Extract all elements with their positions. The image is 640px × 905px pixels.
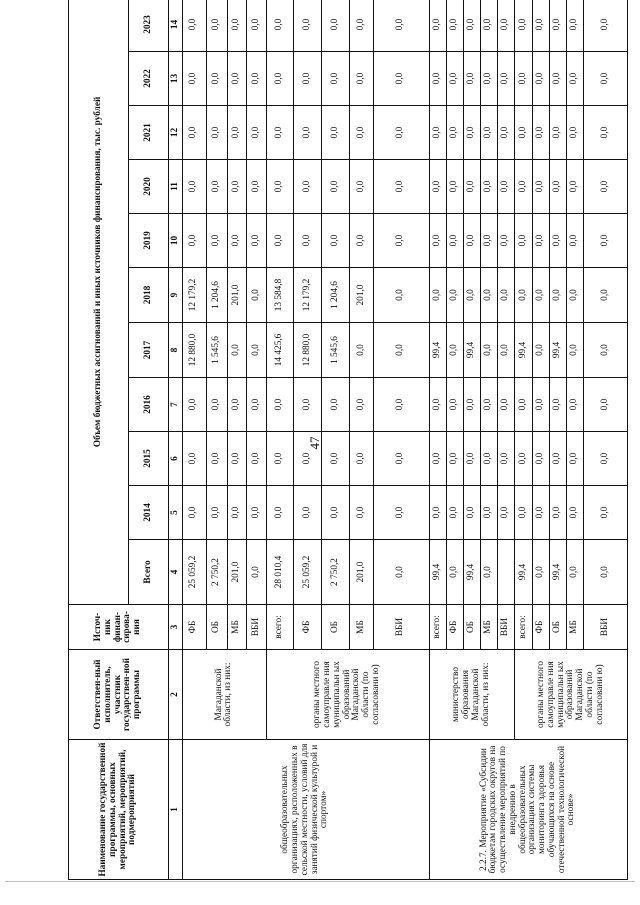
year-value: 0,0: [566, 160, 583, 214]
year-value: 0,0: [463, 52, 480, 106]
year-value: 0,0: [446, 268, 463, 323]
year-value: 0,0: [583, 214, 627, 268]
year-value: 12 880,0: [183, 323, 207, 378]
year-value: 0,0: [373, 378, 429, 432]
total-value: 201,0: [350, 540, 374, 605]
total-value: 201,0: [228, 540, 247, 605]
column-number: 12: [169, 106, 183, 160]
column-number: 6: [169, 432, 183, 486]
table-row: [183, 0, 207, 880]
year-value: 0,0: [350, 486, 374, 540]
year-value: 201,0: [228, 268, 247, 323]
year-value: 1 545,6: [322, 323, 350, 378]
funding-source: МБ: [350, 605, 374, 650]
year-value: 0,0: [498, 323, 515, 378]
year-value: 0,0: [322, 486, 350, 540]
funding-source: всего:: [515, 605, 532, 650]
year-value: 0,0: [515, 160, 532, 214]
year-value: 0,0: [206, 432, 227, 486]
year-value: 0,0: [481, 378, 498, 432]
year-value: 0,0: [583, 432, 627, 486]
year-value: 0,0: [446, 160, 463, 214]
funding-source: ФБ: [446, 605, 463, 650]
year-value: 0,0: [583, 268, 627, 323]
year-value: 0,0: [247, 106, 266, 160]
responsible-executor: органы местного самоуправле ния муниципальн ых образований Магаданской области (по согласовани ю): [515, 650, 628, 740]
year-value: 0,0: [532, 106, 549, 160]
year-value: 0,0: [183, 214, 207, 268]
year-value: 0,0: [228, 486, 247, 540]
year-value: 201,0: [350, 268, 374, 323]
year-value: 0,0: [515, 52, 532, 106]
year-value: 0,0: [350, 106, 374, 160]
total-value: [498, 540, 515, 605]
funding-source: всего:: [429, 605, 446, 650]
column-number: 8: [169, 323, 183, 378]
year-value: 0,0: [566, 268, 583, 323]
year-value: 0,0: [463, 160, 480, 214]
column-number: 10: [169, 214, 183, 268]
year-value: 0,0: [566, 106, 583, 160]
year-value: 1 204,6: [206, 268, 227, 323]
year-value: 1 204,6: [322, 268, 350, 323]
year-value: 0,0: [481, 160, 498, 214]
year-value: 0,0: [322, 432, 350, 486]
year-value: 0,0: [294, 52, 322, 106]
column-number: 13: [169, 52, 183, 106]
year-value: 0,0: [549, 0, 566, 52]
year-value: 0,0: [228, 160, 247, 214]
total-value: 0,0: [446, 540, 463, 605]
year-value: 0,0: [429, 486, 446, 540]
year-value: 0,0: [515, 378, 532, 432]
year-value: 0,0: [549, 106, 566, 160]
year-value: 0,0: [532, 432, 549, 486]
total-value: 0,0: [532, 540, 549, 605]
year-value: 0,0: [446, 432, 463, 486]
year-value: 0,0: [498, 378, 515, 432]
column-number: 14: [169, 0, 183, 52]
year-value: 0,0: [373, 160, 429, 214]
year-value: 0,0: [429, 0, 446, 52]
year-value: 0,0: [429, 160, 446, 214]
year-value: 0,0: [266, 378, 294, 432]
year-value: 0,0: [566, 378, 583, 432]
year-value: 99,4: [515, 323, 532, 378]
table-body: [183, 0, 628, 880]
total-value: 25 059,2: [294, 540, 322, 605]
responsible-executor: Магаданской области, из них:: [183, 650, 267, 740]
year-value: 0,0: [429, 432, 446, 486]
funding-source: МБ: [481, 605, 498, 650]
year-value: 0,0: [350, 52, 374, 106]
total-value: 99,4: [515, 540, 532, 605]
page-bottom-rule: [5, 881, 635, 882]
year-value: 0,0: [481, 268, 498, 323]
funding-source: ОБ: [322, 605, 350, 650]
year-value: 0,0: [228, 378, 247, 432]
total-value: 0,0: [247, 540, 266, 605]
year-value: 0,0: [515, 106, 532, 160]
year-value: 0,0: [294, 378, 322, 432]
year-value: 0,0: [373, 106, 429, 160]
year-value: 0,0: [429, 214, 446, 268]
year-value: 0,0: [515, 0, 532, 52]
funding-source: ВБИ: [498, 605, 515, 650]
header-year: 2018: [129, 268, 169, 323]
year-value: 0,0: [266, 486, 294, 540]
header-source: Источ-ник финан-сирова-ния: [69, 605, 169, 650]
year-value: 0,0: [206, 52, 227, 106]
column-number: 4: [169, 540, 183, 605]
year-value: 0,0: [294, 0, 322, 52]
year-value: 0,0: [373, 323, 429, 378]
year-value: 1 545,6: [206, 323, 227, 378]
year-value: 0,0: [228, 323, 247, 378]
funding-source: ВБИ: [583, 605, 627, 650]
year-value: 0,0: [583, 0, 627, 52]
year-value: 0,0: [515, 268, 532, 323]
header-year: 2020: [129, 160, 169, 214]
year-value: 0,0: [429, 106, 446, 160]
year-value: 0,0: [481, 52, 498, 106]
column-number: 2: [169, 650, 183, 740]
year-value: 0,0: [294, 214, 322, 268]
year-value: 0,0: [566, 214, 583, 268]
year-value: 0,0: [228, 0, 247, 52]
year-value: 0,0: [566, 52, 583, 106]
column-number: 11: [169, 160, 183, 214]
year-value: 0,0: [532, 52, 549, 106]
year-value: 0,0: [322, 214, 350, 268]
total-value: 0,0: [566, 540, 583, 605]
column-number: 1: [169, 740, 183, 880]
year-value: 0,0: [549, 432, 566, 486]
year-value: 0,0: [532, 268, 549, 323]
year-value: 99,4: [429, 323, 446, 378]
year-value: 0,0: [322, 52, 350, 106]
year-value: 0,0: [266, 160, 294, 214]
year-value: 0,0: [532, 486, 549, 540]
year-value: 0,0: [247, 323, 266, 378]
year-value: 0,0: [481, 486, 498, 540]
year-value: 0,0: [566, 432, 583, 486]
year-value: 0,0: [266, 106, 294, 160]
program-name: 2.2.7. Мероприятие «Субсидии бюджетам городских округов на осуществление мероприятий по внедрению в общеобразовательных организациях системы мониторинга здоровья обучающихся на основе отечественной технологической основе»: [429, 740, 627, 880]
program-name: общеобразовательных организациях, расположенных в сельской местности, условий для занятий физической культурой и спортом»: [183, 740, 430, 880]
funding-source: ФБ: [294, 605, 322, 650]
year-value: 0,0: [481, 106, 498, 160]
year-value: 0,0: [183, 52, 207, 106]
year-value: 0,0: [463, 106, 480, 160]
year-value: 0,0: [266, 0, 294, 52]
year-value: 0,0: [350, 432, 374, 486]
year-value: 0,0: [498, 486, 515, 540]
year-value: 0,0: [463, 378, 480, 432]
year-value: 0,0: [446, 486, 463, 540]
year-value: 0,0: [228, 214, 247, 268]
column-number: 5: [169, 486, 183, 540]
year-value: 0,0: [266, 52, 294, 106]
year-value: 0,0: [350, 160, 374, 214]
year-value: 0,0: [206, 486, 227, 540]
year-value: 0,0: [549, 486, 566, 540]
year-value: 0,0: [429, 268, 446, 323]
year-value: 0,0: [549, 214, 566, 268]
responsible-executor: министерство образования Магаданской области, из них:: [429, 650, 515, 740]
funding-source: ОБ: [206, 605, 227, 650]
year-value: 0,0: [463, 214, 480, 268]
year-value: 0,0: [206, 0, 227, 52]
header-year: 2021: [129, 106, 169, 160]
column-number: 7: [169, 378, 183, 432]
year-value: 0,0: [481, 432, 498, 486]
year-value: 0,0: [583, 378, 627, 432]
year-value: 13 584,8: [266, 268, 294, 323]
year-value: 0,0: [322, 160, 350, 214]
year-value: 0,0: [549, 52, 566, 106]
year-value: 0,0: [294, 106, 322, 160]
header-total: Всего: [129, 540, 169, 605]
header-year: 2016: [129, 378, 169, 432]
year-value: 0,0: [463, 268, 480, 323]
year-value: 0,0: [481, 323, 498, 378]
year-value: 0,0: [463, 486, 480, 540]
header-year: 2023: [129, 0, 169, 52]
year-value: 0,0: [498, 160, 515, 214]
header-year: 2022: [129, 52, 169, 106]
total-value: 28 010,4: [266, 540, 294, 605]
year-value: 0,0: [446, 323, 463, 378]
header-responsible: Ответствен-ный исполнитель, участник государствен-ной программы: [69, 650, 169, 740]
year-value: 0,0: [322, 378, 350, 432]
year-value: 0,0: [373, 268, 429, 323]
year-value: 0,0: [566, 486, 583, 540]
total-value: 99,4: [463, 540, 480, 605]
year-value: 0,0: [206, 160, 227, 214]
year-value: 0,0: [446, 378, 463, 432]
header-name: Наименование государственной программы, основных мероприятий, мероприятий, подмероприятий: [69, 740, 169, 880]
year-value: 0,0: [532, 214, 549, 268]
year-value: 0,0: [566, 0, 583, 52]
year-value: 0,0: [446, 106, 463, 160]
year-value: 0,0: [446, 0, 463, 52]
header-year: 2017: [129, 323, 169, 378]
year-value: 0,0: [247, 432, 266, 486]
year-value: 0,0: [228, 52, 247, 106]
year-value: 0,0: [498, 268, 515, 323]
year-value: 0,0: [247, 214, 266, 268]
total-value: 99,4: [549, 540, 566, 605]
year-value: 0,0: [498, 52, 515, 106]
total-value: 99,4: [429, 540, 446, 605]
year-value: 0,0: [350, 0, 374, 52]
funding-source: ВБИ: [247, 605, 266, 650]
header-year: 2014: [129, 486, 169, 540]
year-value: 0,0: [515, 486, 532, 540]
year-value: 0,0: [373, 214, 429, 268]
year-value: 0,0: [515, 214, 532, 268]
year-value: 0,0: [549, 268, 566, 323]
year-value: 0,0: [247, 160, 266, 214]
year-value: 0,0: [247, 268, 266, 323]
responsible-executor: органы местного самоуправле ния муниципальн ых образований Магаданской области (по согласовани ю): [266, 650, 429, 740]
year-value: 0,0: [247, 378, 266, 432]
year-value: 0,0: [463, 0, 480, 52]
year-value: 0,0: [266, 214, 294, 268]
year-value: 0,0: [532, 0, 549, 52]
year-value: 14 425,6: [266, 323, 294, 378]
year-value: 0,0: [583, 486, 627, 540]
year-value: 0,0: [247, 0, 266, 52]
year-value: 0,0: [294, 432, 322, 486]
year-value: 0,0: [206, 214, 227, 268]
year-value: 0,0: [228, 106, 247, 160]
funding-source: ФБ: [183, 605, 207, 650]
total-value: 25 059,2: [183, 540, 207, 605]
year-value: 0,0: [373, 0, 429, 52]
year-value: 0,0: [429, 378, 446, 432]
year-value: 0,0: [183, 432, 207, 486]
year-value: 0,0: [350, 214, 374, 268]
funding-source: всего:: [266, 605, 294, 650]
year-value: 0,0: [481, 214, 498, 268]
year-value: 0,0: [446, 52, 463, 106]
year-value: 0,0: [183, 486, 207, 540]
year-value: 0,0: [463, 432, 480, 486]
funding-source: ОБ: [463, 605, 480, 650]
column-number: 3: [169, 605, 183, 650]
year-value: 0,0: [322, 0, 350, 52]
year-value: 0,0: [498, 214, 515, 268]
year-value: 0,0: [266, 432, 294, 486]
funding-source: ОБ: [549, 605, 566, 650]
year-value: 12 880,0: [294, 323, 322, 378]
year-value: 12 179,2: [183, 268, 207, 323]
year-value: 0,0: [350, 323, 374, 378]
year-value: 0,0: [583, 160, 627, 214]
year-value: 0,0: [350, 378, 374, 432]
funding-source: МБ: [228, 605, 247, 650]
year-value: 0,0: [373, 52, 429, 106]
year-value: 0,0: [532, 378, 549, 432]
year-value: 0,0: [498, 106, 515, 160]
year-value: 0,0: [583, 323, 627, 378]
year-value: 0,0: [583, 52, 627, 106]
column-number: 9: [169, 268, 183, 323]
year-value: 0,0: [322, 106, 350, 160]
year-value: 0,0: [206, 378, 227, 432]
header-year: 2015: [129, 432, 169, 486]
year-value: 0,0: [206, 106, 227, 160]
year-value: 0,0: [498, 0, 515, 52]
year-value: 12 179,2: [294, 268, 322, 323]
year-value: 0,0: [183, 106, 207, 160]
year-value: 99,4: [549, 323, 566, 378]
year-value: 0,0: [583, 106, 627, 160]
table-row: [429, 0, 446, 880]
funding-source: ВБИ: [373, 605, 429, 650]
total-value: 0,0: [373, 540, 429, 605]
total-value: 0,0: [481, 540, 498, 605]
year-value: 0,0: [549, 160, 566, 214]
year-value: 99,4: [463, 323, 480, 378]
year-value: 0,0: [373, 486, 429, 540]
year-value: 0,0: [294, 160, 322, 214]
year-value: 0,0: [446, 214, 463, 268]
total-value: 2 750,2: [206, 540, 227, 605]
header-volume: Объем бюджетных ассигнований и иных источников финансирования, тыс. рублей: [69, 0, 129, 605]
header-year: 2019: [129, 214, 169, 268]
year-value: 0,0: [247, 486, 266, 540]
total-value: 0,0: [583, 540, 627, 605]
funding-source: МБ: [566, 605, 583, 650]
year-value: 0,0: [294, 486, 322, 540]
budget-table: [68, 0, 628, 880]
year-value: 0,0: [429, 52, 446, 106]
year-value: 0,0: [532, 323, 549, 378]
year-value: 0,0: [183, 0, 207, 52]
year-value: 0,0: [498, 432, 515, 486]
year-value: 0,0: [532, 160, 549, 214]
year-value: 0,0: [549, 378, 566, 432]
year-value: 0,0: [481, 0, 498, 52]
year-value: 0,0: [228, 432, 247, 486]
year-value: 0,0: [515, 432, 532, 486]
year-value: 0,0: [183, 160, 207, 214]
year-value: 0,0: [566, 323, 583, 378]
rotated-page: [68, 0, 628, 880]
year-value: 0,0: [373, 432, 429, 486]
funding-source: ФБ: [532, 605, 549, 650]
year-value: 0,0: [247, 52, 266, 106]
total-value: 2 750,2: [322, 540, 350, 605]
year-value: 0,0: [183, 378, 207, 432]
page-number: 47: [307, 436, 322, 450]
